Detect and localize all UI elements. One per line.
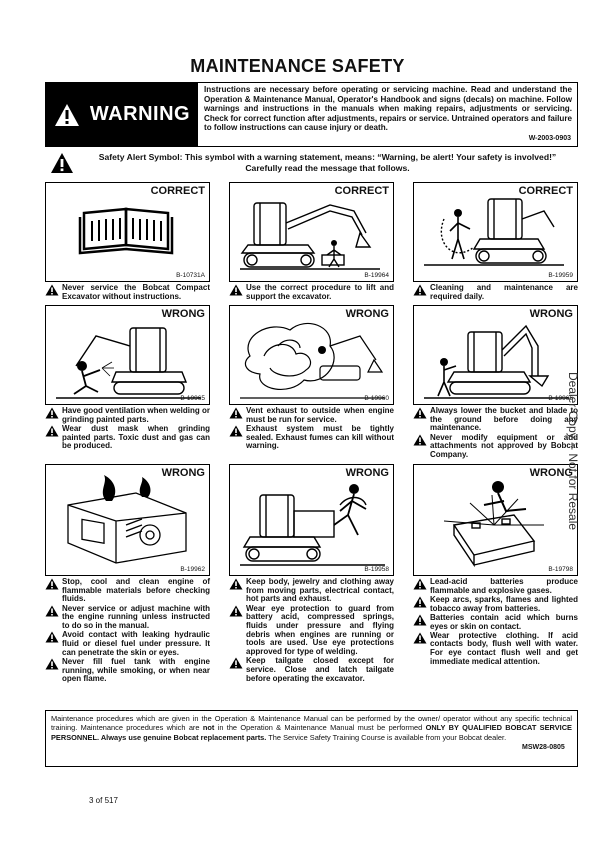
panel-code: B-19798 (548, 566, 573, 573)
panel-code: B-19958 (364, 566, 389, 573)
page-title: MAINTENANCE SAFETY (190, 56, 405, 76)
panel-notes (413, 284, 578, 301)
exhaust-fumes-icon (230, 306, 394, 405)
note-item: Keep tailgate closed except for service. Close and latch tailgate before operating the excavator. (229, 657, 394, 683)
illustration-panel (229, 464, 394, 576)
welding-excavator-icon (46, 306, 210, 405)
illustration-panel (229, 305, 394, 405)
note-item: Lead-acid batteries produce flammable and explosive gases. (413, 578, 578, 595)
warning-code: W-2003-0903 (528, 135, 571, 143)
note-item: Use the correct procedure to lift and support the excavator. (229, 284, 394, 301)
note-item: Avoid contact with leaking hydraulic fluid or diesel fuel under pressure. It can penetrate the skin or eyes. (45, 631, 210, 657)
warning-box (45, 82, 578, 147)
panel-card (413, 182, 578, 302)
panel-card (45, 182, 210, 302)
panel-code: B-19966 (548, 395, 573, 402)
alert-triangle-icon (413, 614, 427, 626)
panel-notes (229, 284, 394, 301)
panel-notes (45, 407, 210, 451)
note-item: Never service or adjust machine with the engine running unless instructed to do so in the manual. (45, 605, 210, 631)
footer-note-box: Maintenance procedures which are given in the Operation & Maintenance Manual can be performed by the owner/ operator without any specific technical training. Maintenance procedures which are not in the Operation & Maintenance Manual must be performed ONLY BY QUALIFIED BOBCAT SERVICE PERSONNEL. Always use genuine Bobcat replacement parts. The Service Safety Training Course is available from your Bobcat dealer. (45, 710, 578, 767)
panel-notes (413, 578, 578, 667)
note-item: Batteries contain acid which burns eyes or skin on contact. (413, 614, 578, 631)
warning-text-block (198, 83, 577, 146)
alert-triangle-icon (45, 578, 59, 590)
panel-notes (45, 578, 210, 684)
panel-card (413, 464, 578, 667)
panel-card (229, 182, 394, 302)
note-item: Have good ventilation when welding or grinding painted parts. (45, 407, 210, 424)
footer-code: MSW28-0805 (522, 744, 565, 751)
panel-code: B-10731A (176, 272, 205, 279)
panel-notes (229, 407, 394, 451)
moving-parts-icon (230, 465, 394, 576)
warning-label: WARNING (89, 103, 191, 125)
warning-text: Instructions are necessary before operating or servicing machine. Read and understand the Operation & Maintenance Manual, Operator's Handbook and signs (decals) on machine. Follow warnings and instructions in the manuals when making repairs, adjustments or servicing. Check for correct function after adjustments, repairs or service. Untrained operators and failure to follow instructions can cause injury or death. (204, 85, 572, 133)
panel-code: B-19964 (364, 272, 389, 279)
alert-triangle-icon (413, 407, 427, 419)
note-item: Stop, cool and clean engine of flammable materials before checking fluids. (45, 578, 210, 604)
alert-triangle-icon (413, 434, 427, 446)
alert-triangle-icon (45, 631, 59, 643)
alert-triangle-icon (229, 578, 243, 590)
panel-card (229, 464, 394, 684)
panel-card (45, 305, 210, 452)
panel-code: B-19962 (180, 566, 205, 573)
note-item: Vent exhaust to outside when engine must be run for service. (229, 407, 394, 424)
warning-label-block (46, 83, 198, 146)
panel-label: WRONG (529, 467, 573, 479)
panel-notes (229, 578, 394, 683)
panel-code: B-19965 (180, 395, 205, 402)
illustration-panel (45, 464, 210, 576)
illustration-panel (45, 182, 210, 282)
note-item: Never service the Bobcat Compact Excavator without instructions. (45, 284, 210, 301)
panel-card (413, 305, 578, 460)
panel-label: CORRECT (518, 185, 573, 197)
page-number: 3 of 517 (89, 796, 118, 805)
panel-code: B-19960 (364, 395, 389, 402)
note-item: Wear protective clothing. If acid contacts body, flush well with water. For eye contact flush well and get immediate medical attention. (413, 632, 578, 667)
note-item: Exhaust system must be tightly sealed. Exhaust fumes can kill without warning. (229, 425, 394, 451)
alert-triangle-icon (229, 605, 243, 617)
warning-triangle-icon (54, 103, 80, 127)
note-item: Never fill fuel tank with engine running, while smoking, or when near open flame. (45, 658, 210, 684)
alert-triangle-icon (413, 284, 427, 296)
note-item: Never modify equipment or add attachments not approved by Bobcat Company. (413, 434, 578, 460)
panel-card (229, 305, 394, 452)
safety-alert-triangle-icon (50, 152, 74, 174)
alert-triangle-icon (45, 658, 59, 670)
panel-label: WRONG (529, 308, 573, 320)
alert-triangle-icon (413, 596, 427, 608)
panel-card (45, 464, 210, 684)
alert-triangle-icon (45, 284, 59, 296)
alert-triangle-icon (45, 407, 59, 419)
panel-label: WRONG (345, 308, 389, 320)
note-item: Keep arcs, sparks, flames and lighted tobacco away from batteries. (413, 596, 578, 613)
illustration-panel (413, 182, 578, 282)
panel-label: CORRECT (150, 185, 205, 197)
alert-triangle-icon (229, 425, 243, 437)
safety-alert-row (50, 152, 575, 174)
raised-bucket-icon (414, 306, 578, 405)
alert-triangle-icon (45, 425, 59, 437)
illustration-panel (45, 305, 210, 405)
panel-label: WRONG (345, 467, 389, 479)
manual-book-icon (46, 183, 210, 282)
alert-triangle-icon (45, 605, 59, 617)
panel-label: WRONG (161, 467, 205, 479)
battery-explosion-icon (414, 465, 578, 576)
illustration-panel (413, 464, 578, 576)
alert-triangle-icon (413, 632, 427, 644)
panel-label: WRONG (161, 308, 205, 320)
illustration-panel (229, 182, 394, 282)
panel-label: CORRECT (334, 185, 389, 197)
alert-triangle-icon (229, 657, 243, 669)
note-item: Wear eye protection to guard from battery acid, compressed springs, fluids under pressure and flying debris when engines are running or tools are used. Use eye protections approved for type of welding. (229, 605, 394, 657)
alert-triangle-icon (229, 407, 243, 419)
panel-notes (45, 284, 210, 301)
note-item: Cleaning and maintenance are required daily. (413, 284, 578, 301)
alert-triangle-icon (413, 578, 427, 590)
note-item: Always lower the bucket and blade to the ground before doing any maintenance. (413, 407, 578, 433)
illustration-panel (413, 305, 578, 405)
alert-triangle-icon (229, 284, 243, 296)
panel-code: B-19959 (548, 272, 573, 279)
cleaning-excavator-icon (414, 183, 578, 282)
dealer-copy-side-text: Dealer Copy -- Not for Resale (566, 372, 580, 531)
safety-alert-text: Safety Alert Symbol: This symbol with a warning statement, means: “Warning, be alert! Your safety is involved!” Carefully read the message that follows. (98, 152, 557, 173)
excavator-supported-icon (230, 183, 394, 282)
note-item: Wear dust mask when grinding painted parts. Toxic dust and gas can be produced. (45, 425, 210, 451)
panel-notes (413, 407, 578, 460)
engine-fire-icon (46, 465, 210, 576)
note-item: Keep body, jewelry and clothing away from moving parts, electrical contact, hot parts and exhaust. (229, 578, 394, 604)
